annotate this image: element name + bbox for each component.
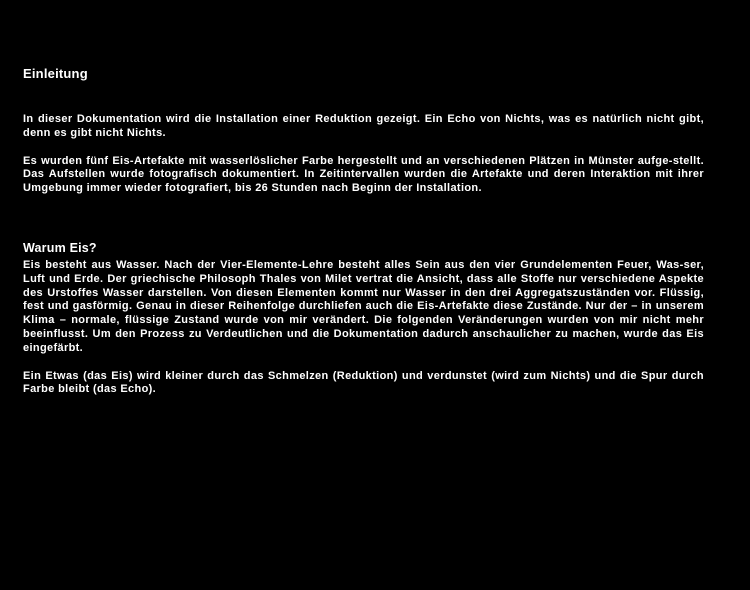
intro-paragraph-1: In dieser Dokumentation wird die Installation einer Reduktion gezeigt. Ein Echo von Nichts, was es natürlich nicht gibt, denn es gibt nicht Nichts. (23, 113, 704, 139)
page-title: Einleitung (23, 66, 88, 81)
why-paragraph-2: Ein Etwas (das Eis) wird kleiner durch das Schmelzen (Reduktion) und verdunstet (wird zum Nichts) und die Spur durch Farbe bleibt (das Echo). (23, 369, 704, 396)
intro-paragraph-2: Es wurden fünf Eis-Artefakte mit wasserlöslicher Farbe hergestellt und an verschiedenen Plätzen in Münster aufge-stellt. Das Aufstellen wurde fotografisch dokumentiert. In Zeitintervallen wurden die Artefakte und deren Interaktion mit ihrer Umgebung immer wieder fotografiert, bis 26 Stunden nach Beginn der Installation. (23, 154, 704, 195)
why-paragraph-1: Eis besteht aus Wasser. Nach der Vier-Elemente-Lehre besteht alles Sein aus den vier Grundelementen Feuer, Was-ser, Luft und Erde. Der griechische Philosoph Thales von Milet vertrat die Ansicht, dass alle Stoffe nur verschiedene Aspekte des Urstoffes Wasser darstellen. Von diesen Elementen kommt nur Wasser in den drei Aggregatszuständen vor. Flüssig, fest und gasförmig. Genau in dieser Reihenfolge durchliefen auch die Eis-Artefakte diese Zustände. Nur der – in unserem Klima – normale, flüssige Zustand wurde von mir verändert. Die folgenden Veränderungen wurden von mir nicht mehr beeinflusst. Um den Prozess zu Verdeutlichen und die Dokumentation dadurch anschaulicher zu machen, wurde das Eis eingefärbt. (23, 259, 704, 354)
intro-section (23, 113, 704, 196)
section-heading-why-ice: Warum Eis? (23, 241, 97, 255)
why-ice-section (23, 241, 704, 397)
